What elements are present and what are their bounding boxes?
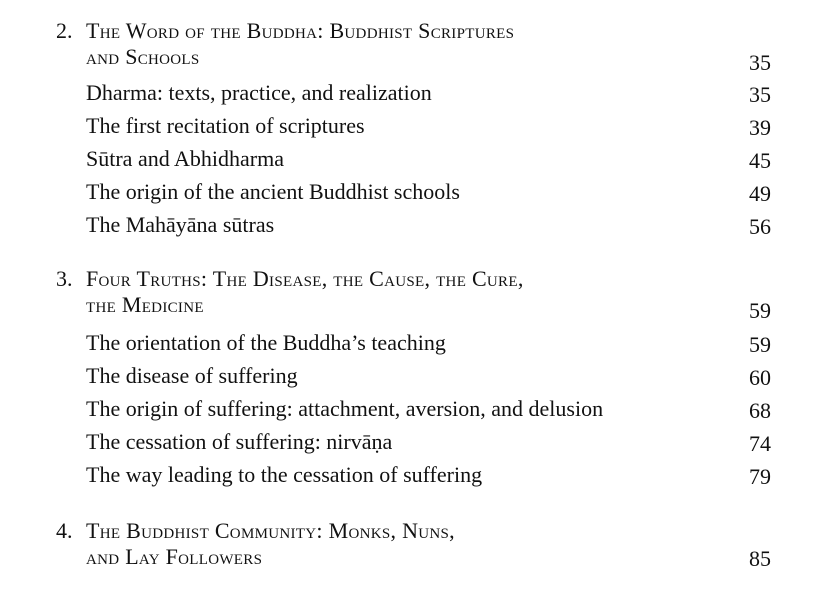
chapter-page-number: 85 <box>749 546 771 571</box>
toc-entry[interactable] <box>0 113 823 143</box>
entry-page-number: 60 <box>749 365 771 390</box>
entry-title: The origin of the ancient Buddhist schools <box>86 179 460 204</box>
toc-entry[interactable] <box>0 179 823 209</box>
toc-entry[interactable] <box>0 330 823 360</box>
toc-entry[interactable] <box>0 429 823 459</box>
entry-title: The way leading to the cessation of suffering <box>86 462 483 487</box>
toc-entry[interactable] <box>0 363 823 393</box>
toc-entry[interactable] <box>0 396 823 426</box>
chapter-number: 4. <box>56 518 73 543</box>
chapter-page-number: 59 <box>749 298 771 323</box>
entry-title: The origin of suffering: attachment, aversion, and delusion <box>86 396 604 421</box>
entry-page-number: 35 <box>749 82 771 107</box>
chapter-title-line-2: and Lay Followers <box>86 544 263 569</box>
entry-title: The disease of suffering <box>86 363 298 388</box>
entry-page-number: 39 <box>749 115 771 140</box>
toc-entry[interactable] <box>0 146 823 176</box>
chapter-title-line-1: The Buddhist Community: Monks, Nuns, <box>86 518 455 543</box>
entry-title: The Mahāyāna sūtras <box>86 212 275 237</box>
entry-page-number: 79 <box>749 464 771 489</box>
entry-page-number: 68 <box>749 398 771 423</box>
toc-entry[interactable] <box>0 462 823 492</box>
entry-title: The first recitation of scriptures <box>86 113 365 138</box>
entry-page-number: 49 <box>749 181 771 206</box>
entry-page-number: 74 <box>749 431 771 456</box>
chapter-title-line-1: Four Truths: The Disease, the Cause, the Cure, <box>86 266 524 291</box>
chapter-number: 3. <box>56 266 73 291</box>
chapter-title-line-1: The Word of the Buddha: Buddhist Scriptures <box>86 18 515 43</box>
entry-page-number: 59 <box>749 332 771 357</box>
entry-page-number: 45 <box>749 148 771 173</box>
entry-title: The cessation of suffering: nirvāṇa <box>86 429 393 454</box>
chapter-page-number: 35 <box>749 50 771 75</box>
toc-entry[interactable] <box>0 212 823 242</box>
toc-entry[interactable] <box>0 80 823 110</box>
chapter-title-line-2: the Medicine <box>86 292 204 317</box>
entry-page-number: 56 <box>749 214 771 239</box>
entry-title: The orientation of the Buddha’s teaching <box>86 330 446 355</box>
chapter-title-line-2: and Schools <box>86 44 200 69</box>
chapter-number: 2. <box>56 18 73 43</box>
entry-title: Sūtra and Abhidharma <box>86 146 284 171</box>
entry-title: Dharma: texts, practice, and realization <box>86 80 432 105</box>
